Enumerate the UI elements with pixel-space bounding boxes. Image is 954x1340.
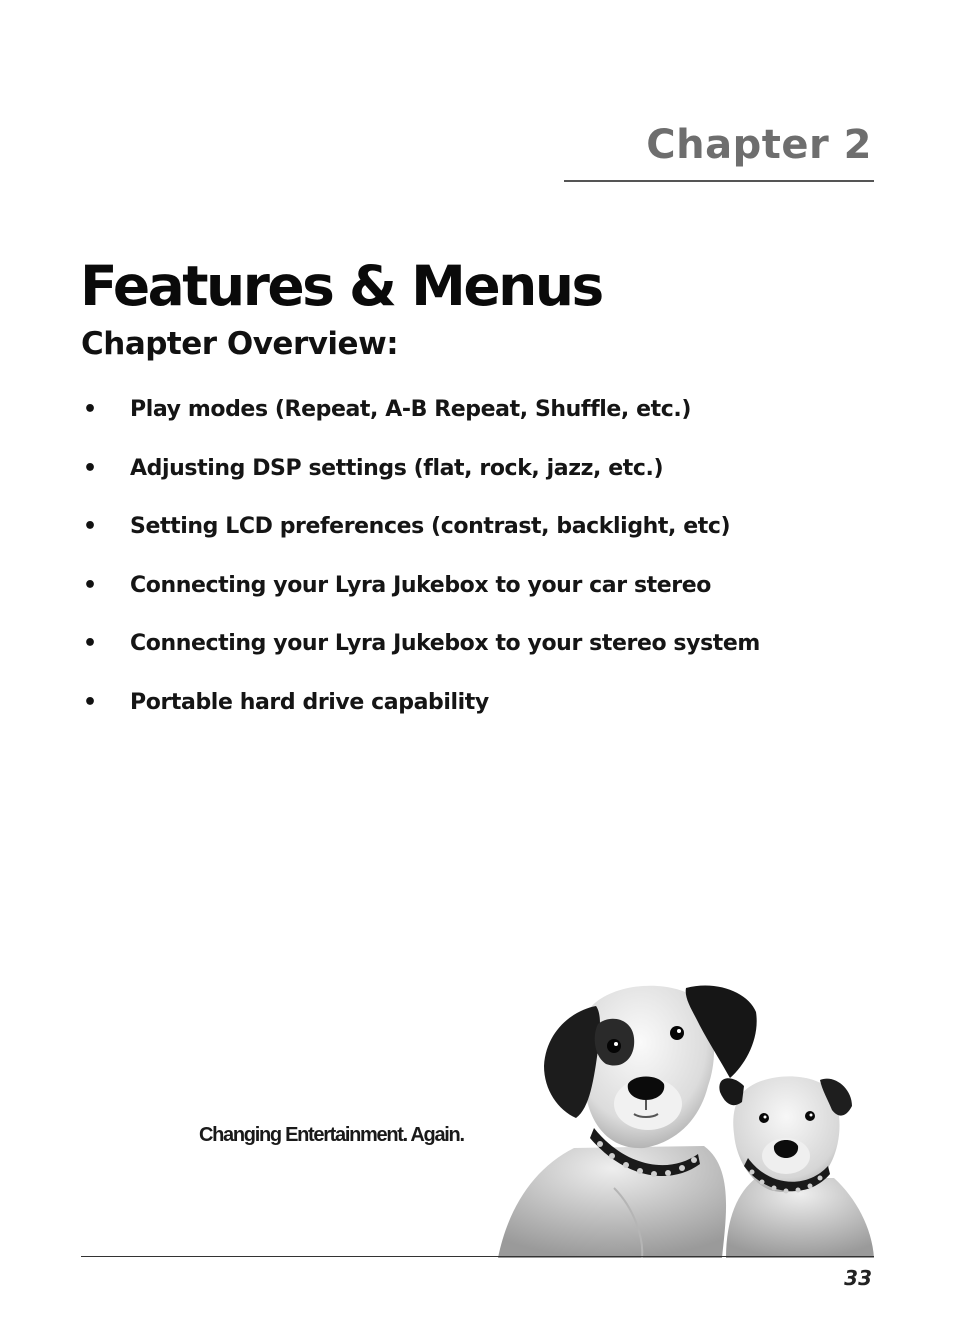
list-item xyxy=(81,568,881,627)
page-title: Features & Menus xyxy=(80,254,602,318)
bullet: • xyxy=(83,397,98,422)
list-item-text: Setting LCD preferences (contrast, backlight, etc) xyxy=(130,514,731,540)
bullet: • xyxy=(83,514,98,540)
list-item-text: Connecting your Lyra Jukebox to your stereo system xyxy=(130,631,760,657)
small-dog xyxy=(719,1076,874,1258)
dogs-illustration xyxy=(494,978,878,1258)
bottom-rule xyxy=(81,1256,874,1257)
tagline: Changing Entertainment. Again. xyxy=(199,1124,464,1146)
overview-list xyxy=(81,392,881,744)
bullet: • xyxy=(83,572,98,598)
list-item-text: Play modes (Repeat, A-B Repeat, Shuffle, etc.) xyxy=(130,397,692,422)
list-item xyxy=(81,392,881,451)
chapter-label: Chapter 2 xyxy=(646,122,872,168)
bullet: • xyxy=(83,455,98,481)
bullet: • xyxy=(83,689,98,715)
list-item-text: Portable hard drive capability xyxy=(130,689,489,715)
page-number: 33 xyxy=(844,1266,872,1290)
chapter-rule xyxy=(564,180,874,182)
list-item-text: Adjusting DSP settings (flat, rock, jazz, etc.) xyxy=(130,455,664,481)
list-item xyxy=(81,685,881,744)
large-dog xyxy=(498,985,757,1258)
list-item xyxy=(81,451,881,510)
list-item xyxy=(81,509,881,568)
list-item-text: Connecting your Lyra Jukebox to your car stereo xyxy=(130,572,711,598)
bullet: • xyxy=(83,631,98,657)
overview-heading: Chapter Overview: xyxy=(81,326,399,362)
list-item xyxy=(81,626,881,685)
